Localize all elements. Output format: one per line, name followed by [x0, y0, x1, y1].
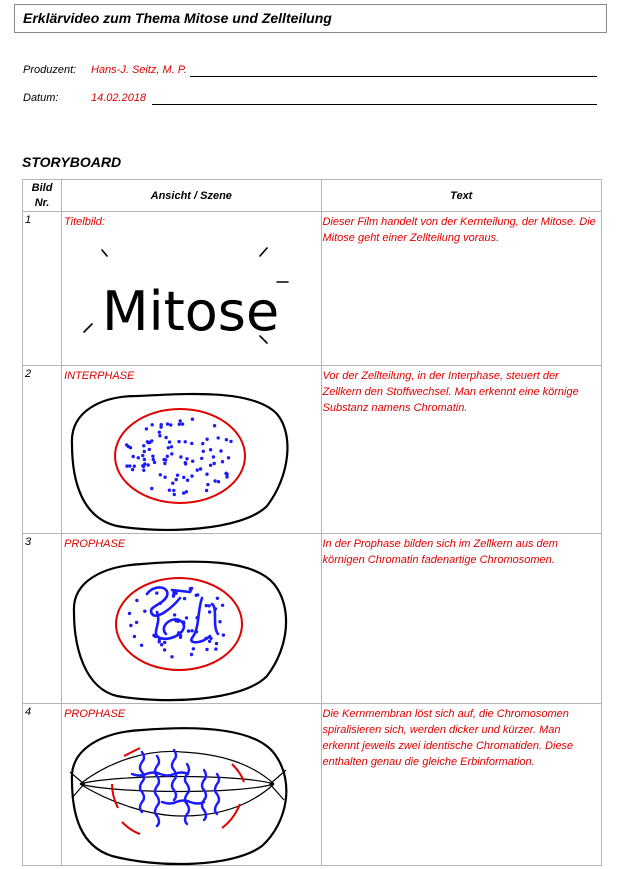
chromatin-dot — [205, 648, 208, 651]
chromatin-dot — [143, 450, 146, 453]
date-value: 14.02.2018 — [91, 92, 147, 104]
chromatin-dot — [160, 423, 163, 426]
scene-cell — [62, 534, 321, 704]
interphase-drawing — [62, 366, 321, 534]
membrane-fragment — [232, 764, 244, 782]
chromatin-dot — [170, 445, 173, 448]
cell-membrane — [72, 394, 288, 530]
row-number: 2 — [23, 366, 62, 534]
header-text: Text — [321, 180, 602, 212]
chromatin-dot — [125, 464, 128, 467]
chromatin-dot — [209, 637, 212, 640]
title-drawing-text: Mitose — [102, 280, 280, 343]
chromosome — [215, 774, 219, 814]
scene-label: Titelbild: — [64, 216, 105, 228]
chromosome-threads — [147, 587, 218, 642]
chromatin-dots — [125, 418, 233, 497]
chromatin-dot — [182, 620, 185, 623]
table-row — [23, 704, 602, 866]
prophase-drawing — [62, 534, 321, 704]
chromatin-dot — [196, 468, 199, 471]
chromatin-dot — [186, 479, 189, 482]
chromatin-dot — [190, 629, 193, 632]
chromatin-dot — [146, 440, 149, 443]
chromatin-dot — [209, 464, 212, 467]
chromatin-dot — [185, 457, 188, 460]
producer-underline — [190, 76, 597, 77]
chromatin-dot — [208, 604, 211, 607]
chromatin-dot — [202, 450, 205, 453]
chromatin-dot — [222, 633, 225, 636]
chromatin-dot — [217, 436, 220, 439]
chromatin-dot — [125, 443, 128, 446]
chromatin-dot — [205, 489, 208, 492]
chromatin-dot — [143, 462, 146, 465]
chromatin-dot — [227, 456, 230, 459]
chromatin-dot — [179, 636, 182, 639]
chromatin-dot — [213, 424, 216, 427]
chromatin-dot — [225, 438, 228, 441]
chromatin-dot — [215, 642, 218, 645]
chromatin-dot — [129, 624, 132, 627]
chromatin-dot — [166, 422, 169, 425]
chromatin-dot — [148, 448, 151, 451]
chromatin-dot — [131, 468, 134, 471]
chromatin-dot — [163, 462, 166, 465]
producer-label: Produzent: — [23, 64, 77, 76]
chromatin-dot — [218, 620, 221, 623]
chromatin-dot — [168, 489, 171, 492]
scene-label: INTERPHASE — [64, 370, 135, 382]
chromatin-dot — [163, 648, 166, 651]
chromosome — [202, 770, 206, 820]
chromatin-dot — [206, 483, 209, 486]
chromatin-dot — [182, 476, 185, 479]
chromatin-dot — [213, 479, 216, 482]
chromatin-dot — [192, 647, 195, 650]
burst-line — [260, 248, 267, 256]
chromatin-dot — [163, 641, 166, 644]
chromosome — [140, 752, 144, 812]
text-cell: Die Kernmembran löst sich auf, die Chromosomen spiralisieren sich, werden dicker und kürzer. Man erkennt jeweils zwei identische Chromatiden. Diese enthalten genau die gleiche Erbinformation. — [321, 704, 602, 866]
chromatin-dot — [201, 442, 204, 445]
chromatin-dot — [170, 452, 173, 455]
chromatin-dot — [135, 599, 138, 602]
title-drawing — [62, 212, 321, 366]
chromatin-dot — [208, 610, 211, 613]
scene-cell — [62, 366, 321, 534]
chromatin-dot — [177, 440, 180, 443]
chromatin-dot — [190, 442, 193, 445]
chromatin-dot — [159, 473, 162, 476]
chromatin-dot — [179, 455, 182, 458]
storyboard-table — [22, 179, 602, 866]
chromatin-dot — [190, 653, 193, 656]
chromatin-dot — [150, 487, 153, 490]
chromatin-dot — [179, 419, 182, 422]
chromatin-dot — [217, 480, 220, 483]
chromatin-dot — [159, 602, 162, 605]
chromatin-dot — [190, 474, 193, 477]
title-box — [14, 4, 607, 33]
chromatin-dot — [195, 616, 198, 619]
membrane-fragment — [122, 822, 140, 834]
chromatin-dot — [225, 472, 228, 475]
chromatin-dot — [171, 482, 174, 485]
chromatin-dot — [172, 489, 175, 492]
chromatin-dot — [141, 454, 144, 457]
burst-line — [84, 324, 92, 332]
chromatin-dot — [151, 455, 154, 458]
membrane-fragment — [124, 748, 140, 756]
chromosome — [162, 801, 204, 804]
date-underline — [152, 104, 597, 105]
chromatin-dot — [140, 644, 143, 647]
chromatin-dot — [151, 423, 154, 426]
chromatin-dot — [176, 620, 179, 623]
chromatin-dot — [153, 461, 156, 464]
membrane-fragment — [112, 784, 118, 808]
chromatin-dot — [185, 490, 188, 493]
table-header-row — [23, 180, 602, 212]
prophase-late-drawing — [62, 704, 321, 866]
chromatin-dot — [187, 629, 190, 632]
chromatin-dot — [191, 460, 194, 463]
header-scene: Ansicht / Szene — [62, 180, 321, 212]
chromatin-dot — [164, 458, 167, 461]
header-bild-nr: Bild Nr. — [23, 180, 62, 212]
chromatin-dot — [142, 444, 145, 447]
chromatin-dot — [175, 478, 178, 481]
table-row — [23, 212, 602, 366]
chromatin-dot — [184, 440, 187, 443]
row-number: 3 — [23, 534, 62, 704]
chromatin-dot — [225, 475, 228, 478]
spindle-fibers — [70, 751, 286, 816]
chromatin-dot — [172, 590, 175, 593]
chromatin-dot — [167, 446, 170, 449]
chromatin-dot — [205, 473, 208, 476]
scene-cell — [62, 704, 321, 866]
chromatin-dot — [205, 604, 208, 607]
chromatin-dot — [135, 621, 138, 624]
chromatin-dot — [229, 440, 232, 443]
chromatin-dot — [214, 607, 217, 610]
row-number: 1 — [23, 212, 62, 366]
chromatin-dot — [145, 427, 148, 430]
chromatin-dot — [216, 597, 219, 600]
chromatin-dot — [178, 423, 181, 426]
chromatin-dot — [158, 434, 161, 437]
chromatin-dot — [172, 594, 175, 597]
chromatin-dot — [143, 610, 146, 613]
text-cell: In der Prophase bilden sich im Zellkern aus dem körnigen Chromatin fadenartige Chromosomen. — [321, 534, 602, 704]
chromatin-dot — [170, 655, 173, 658]
chromatin-dot — [176, 474, 179, 477]
chromatin-dot — [133, 635, 136, 638]
chromosome — [132, 773, 188, 776]
chromatin-dot — [191, 418, 194, 421]
chromatin-dot — [195, 630, 198, 633]
chromatin-dot — [181, 422, 184, 425]
chromatin-dot — [209, 448, 212, 451]
chromatin-dot — [132, 455, 135, 458]
chromatin-dot — [158, 638, 161, 641]
chromatin-dot — [152, 458, 155, 461]
chromatin-dot — [173, 613, 176, 616]
date-label: Datum: — [23, 92, 59, 104]
chromatin-dot — [142, 469, 145, 472]
chromatin-dot — [137, 456, 140, 459]
chromatin-dot — [208, 640, 211, 643]
chromatin-dot — [160, 643, 163, 646]
chromatin-dot — [158, 431, 161, 434]
chromatin-dot — [214, 647, 217, 650]
document-title: Erklärvideo zum Thema Mitose und Zellteilung — [23, 10, 332, 26]
chromatin-dot — [184, 461, 187, 464]
chromatin-dot — [213, 462, 216, 465]
chromatin-dot — [189, 587, 192, 590]
row-number: 4 — [23, 704, 62, 866]
scene-cell — [62, 212, 321, 366]
chromatin-dot — [185, 616, 188, 619]
producer-value: Hans-J. Seitz, M. P. — [91, 64, 187, 76]
text-cell: Dieser Film handelt von der Kernteilung, der Mitose. Die Mitose geht einer Zellteilung voraus. — [321, 212, 602, 366]
chromatin-dot — [199, 467, 202, 470]
chromatin-dot — [221, 460, 224, 463]
chromatin-dot — [163, 476, 166, 479]
chromatin-dot — [155, 591, 158, 594]
text-cell: Vor der Zellteilung, in der Interphase, steuert der Zellkern den Stoffwechsel. Man erkennt eine körnige Substanz namens Chromatin. — [321, 366, 602, 534]
chromatin-dot — [133, 465, 136, 468]
table-row — [23, 366, 602, 534]
membrane-fragment — [222, 804, 240, 828]
chromatin-dot — [168, 440, 171, 443]
chromatin-dot — [128, 612, 131, 615]
cell-membrane — [74, 562, 286, 701]
spindle-fiber — [80, 777, 274, 785]
chromatin-dot — [183, 597, 186, 600]
chromatin-dot — [212, 455, 215, 458]
burst-line — [102, 250, 107, 256]
chromatin-dots — [128, 587, 225, 659]
chromatin-dot — [143, 458, 146, 461]
chromatin-dot — [154, 635, 157, 638]
chromatin-dot — [147, 463, 150, 466]
table-row — [23, 534, 602, 704]
chromatin-dot — [164, 436, 167, 439]
chromosomes — [132, 750, 219, 826]
chromatin-dot — [205, 438, 208, 441]
chromatin-dot — [169, 423, 172, 426]
chromatin-dot — [166, 455, 169, 458]
chromatin-dot — [200, 457, 203, 460]
spindle-fiber — [80, 784, 274, 792]
chromatin-dot — [219, 449, 222, 452]
chromatin-dot — [204, 637, 207, 640]
chromatin-dot — [195, 594, 198, 597]
chromatin-dot — [150, 439, 153, 442]
chromatin-dot — [221, 604, 224, 607]
section-title: STORYBOARD — [22, 154, 122, 170]
cell-membrane — [72, 728, 286, 864]
scene-label: PROPHASE — [64, 708, 126, 720]
chromatin-dot — [173, 493, 176, 496]
scene-label: PROPHASE — [64, 538, 126, 550]
